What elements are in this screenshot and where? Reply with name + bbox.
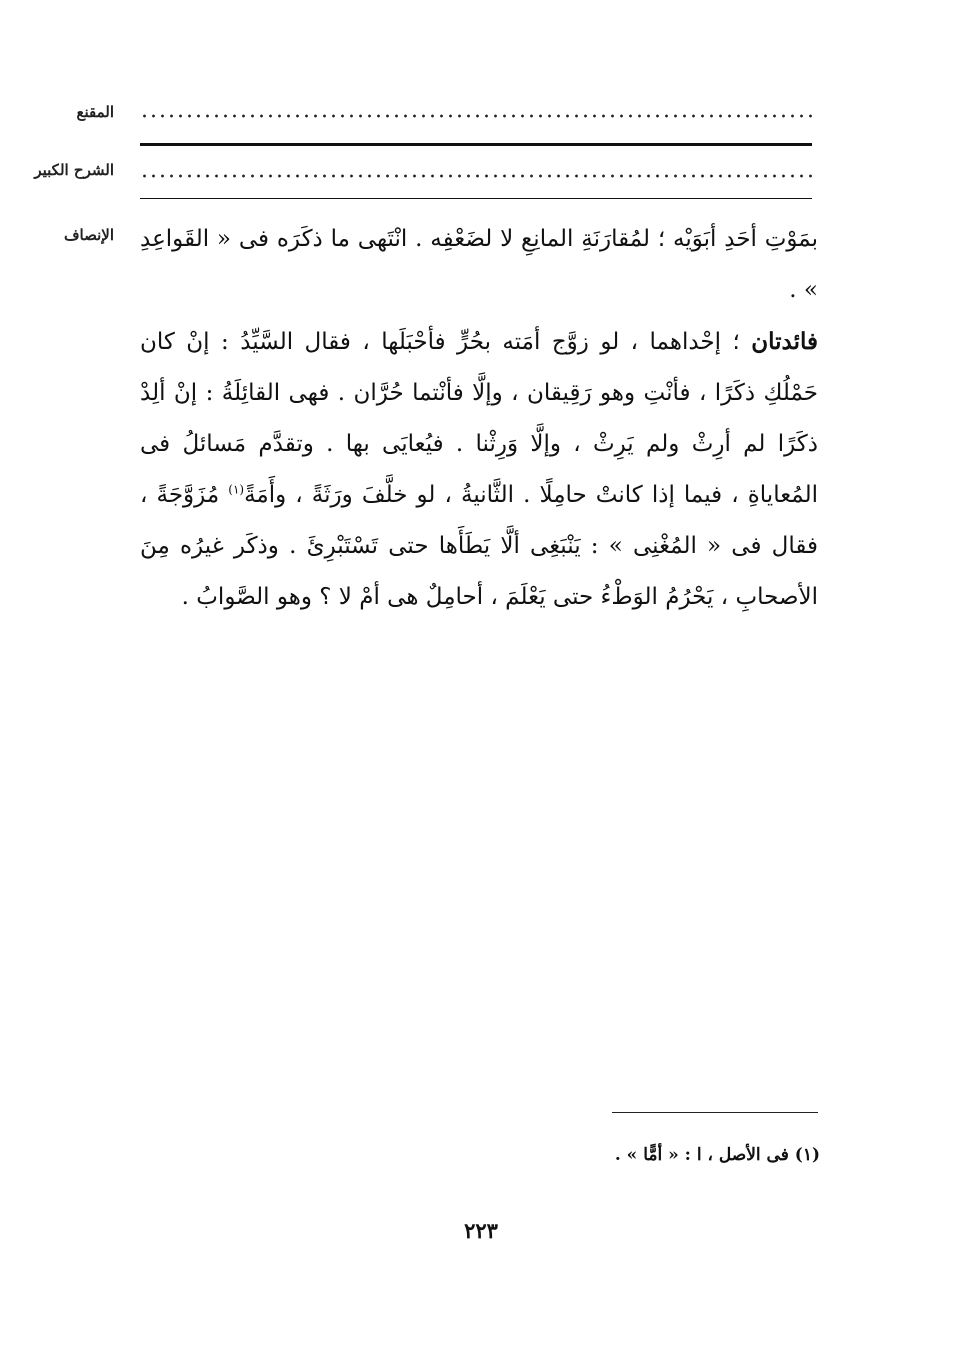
body-line-1: بمَوْتِ أحَدِ أبَوَيْه ؛ لمُقارَنَةِ المانِعِ لا لضَعْفِه . انْتَهى ما ذكَرَه فى « القَواعِدِ » . xyxy=(140,226,818,303)
margin-label-insaf: الإنصاف xyxy=(63,226,114,244)
footnote-marker: (١) xyxy=(228,482,245,497)
body-paragraph-2 xyxy=(140,316,818,623)
section-divider-thin xyxy=(140,198,812,199)
sharh-dotted-line xyxy=(140,174,812,178)
insaf-body-text xyxy=(140,214,818,623)
footnote-text: (١) فى الأصل ، ا : « أمًّا » . xyxy=(614,1145,820,1165)
footnote-separator xyxy=(612,1112,818,1113)
paragraph-text-b: مُزَوَّجَةً ، فقال فى « المُغْنِى » : يَنْبَغِى ألَّا يَطَأَها حتى تَسْتَبْرِئَ . وذكَر غيرُه مِنَ الأصحابِ ، يَحْرُمُ الوَطْءُ حتى يَعْلَمَ ، أحامِلٌ هى أمْ لا ؟ وهو الصَّوابُ . xyxy=(140,482,818,610)
paragraph-keyword: فائدتان xyxy=(751,328,818,355)
margin-label-muqni: المقنع xyxy=(76,103,114,121)
section-divider-thick xyxy=(140,143,812,146)
paragraph-text-a: ؛ إحْداهما ، لو زوَّج أمَته بحُرٍّ فأحْبَلَها ، فقال السَّيِّدُ : إنْ كان حَمْلُكِ ذكَرًا ، فأنْتِ وهو رَقِيقان ، وإلَّا فأنْتما حُرَّان . فهى القائِلَةُ : إنْ ألِدْ ذكَرًا لم أرِثْ ولم يَرِثْ ، وإلَّا وَرِثْنا . فيُعايَى بها . وتقدَّم مَسائلُ فى المُعاياةِ ، فيما إذا كانتْ حامِلًا . الثَّانيةُ ، لو خلَّفَ ورَثَةً ، وأَمَةً xyxy=(140,329,818,508)
margin-label-sharh-kabir: الشرح الكبير xyxy=(34,161,114,179)
page-number: ٢٢٣ xyxy=(464,1218,498,1243)
muqni-dotted-line xyxy=(140,114,812,118)
